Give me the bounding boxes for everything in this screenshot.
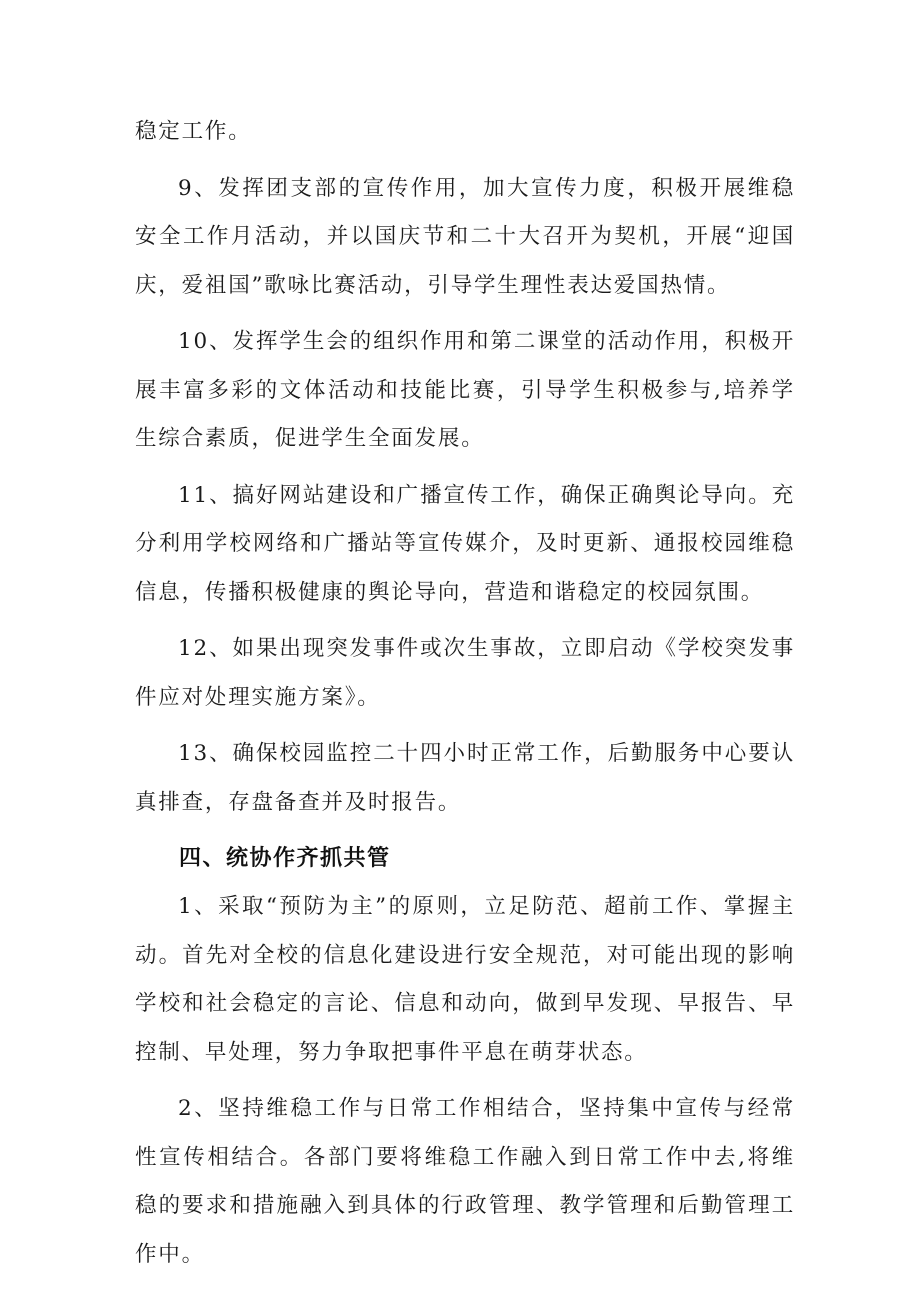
document-body bbox=[135, 108, 795, 1279]
section-paragraph-1: 1、采取“预防为主”的原则，立足防范、超前工作、掌握主动。首先对全校的信息化建设进行安全规范，对可能出现的影响学校和社会稳定的言论、信息和动向，做到早发现、早报告、早控制、早处理，努力争取把事件平息在萌芽状态。 bbox=[135, 894, 795, 1065]
paragraph-item-13: 13、确保校园监控二十四小时正常工作，后勤服务中心要认真排查，存盘备查并及时报告。 bbox=[135, 741, 795, 815]
paragraph-item-12: 12、如果出现突发事件或次生事故，立即启动《学校突发事件应对处理实施方案》。 bbox=[135, 636, 795, 710]
paragraph-item-10: 10、发挥学生会的组织作用和第二课堂的活动作用，积极开展丰富多彩的文体活动和技能比赛，引导学生积极参与,培养学生综合素质，促进学生全面发展。 bbox=[135, 329, 795, 451]
section-heading: 四、统协作齐抓共管 bbox=[179, 846, 391, 871]
section-paragraph-2: 2、坚持维稳工作与日常工作相结合，坚持集中宣传与经常性宣传相结合。各部门要将维稳工作融入到日常工作中去,将维稳的要求和措施融入到具体的行政管理、教学管理和后勤管理工作中。 bbox=[135, 1096, 795, 1267]
paragraph-item-11: 11、搞好网站建设和广播宣传工作，确保正确舆论导向。充分利用学校网络和广播站等宣传媒介，及时更新、通报校园维稳信息，传播积极健康的舆论导向，营造和谐稳定的校园氛围。 bbox=[135, 482, 795, 605]
paragraph-item-9: 9、发挥团支部的宣传作用，加大宣传力度，积极开展维稳安全工作月活动，并以国庆节和二十大召开为契机，开展“迎国庆，爱祖国”歌咏比赛活动，引导学生理性表达爱国热情。 bbox=[135, 175, 795, 298]
paragraph-continuation: 稳定工作。 bbox=[135, 119, 252, 144]
